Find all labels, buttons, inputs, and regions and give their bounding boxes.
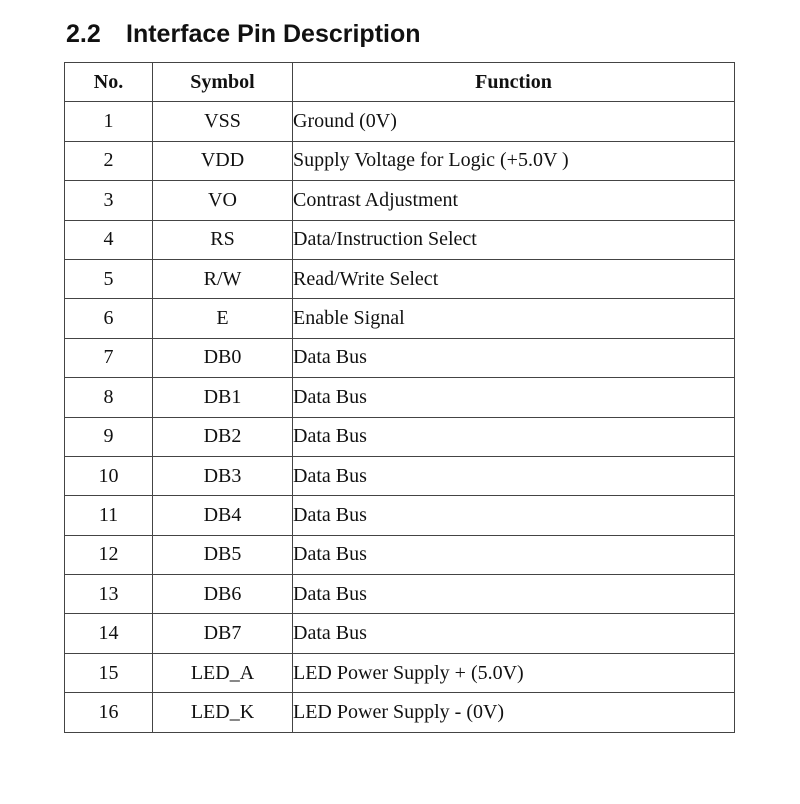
pin-number-cell: 8 <box>65 378 153 417</box>
pin-function-cell: Supply Voltage for Logic (+5.0V ) <box>293 141 735 180</box>
section-title: Interface Pin Description <box>126 20 421 48</box>
table-row <box>65 653 735 692</box>
pin-number-cell: 15 <box>65 653 153 692</box>
pin-symbol-cell: DB2 <box>153 417 293 456</box>
pin-function-cell: Data/Instruction Select <box>293 220 735 259</box>
pin-function-cell: Contrast Adjustment <box>293 181 735 220</box>
table-row <box>65 575 735 614</box>
pin-function-cell: Data Bus <box>293 575 735 614</box>
table-row <box>65 417 735 456</box>
pin-symbol-cell: DB5 <box>153 535 293 574</box>
table-row <box>65 378 735 417</box>
table-row <box>65 141 735 180</box>
pin-number-cell: 5 <box>65 259 153 298</box>
pin-number-cell: 9 <box>65 417 153 456</box>
pin-number-cell: 12 <box>65 535 153 574</box>
pin-number-cell: 10 <box>65 456 153 495</box>
pin-function-cell: Enable Signal <box>293 299 735 338</box>
table-row <box>65 102 735 141</box>
table-row <box>65 338 735 377</box>
pin-symbol-cell: VSS <box>153 102 293 141</box>
pin-function-cell: LED Power Supply - (0V) <box>293 693 735 732</box>
pin-function-cell: Data Bus <box>293 496 735 535</box>
pin-function-cell: Data Bus <box>293 535 735 574</box>
pin-function-cell: LED Power Supply + (5.0V) <box>293 653 735 692</box>
section-heading <box>66 20 421 49</box>
pin-function-cell: Data Bus <box>293 417 735 456</box>
table-row <box>65 693 735 732</box>
pin-description-table <box>64 62 735 733</box>
pin-number-cell: 1 <box>65 102 153 141</box>
pin-number-cell: 14 <box>65 614 153 653</box>
pin-symbol-cell: DB4 <box>153 496 293 535</box>
pin-number-cell: 4 <box>65 220 153 259</box>
pin-symbol-cell: DB7 <box>153 614 293 653</box>
pin-symbol-cell: R/W <box>153 259 293 298</box>
pin-symbol-cell: DB0 <box>153 338 293 377</box>
table-row <box>65 496 735 535</box>
pin-symbol-cell: DB6 <box>153 575 293 614</box>
table-row <box>65 614 735 653</box>
table-row <box>65 535 735 574</box>
pin-function-cell: Data Bus <box>293 378 735 417</box>
pin-symbol-cell: LED_K <box>153 693 293 732</box>
pin-symbol-cell: LED_A <box>153 653 293 692</box>
table-row <box>65 220 735 259</box>
pin-symbol-cell: RS <box>153 220 293 259</box>
pin-symbol-cell: VDD <box>153 141 293 180</box>
section-number: 2.2 <box>66 20 101 48</box>
pin-number-cell: 16 <box>65 693 153 732</box>
pin-function-cell: Data Bus <box>293 338 735 377</box>
pin-number-cell: 3 <box>65 181 153 220</box>
header-symbol: Symbol <box>153 63 293 102</box>
table-row <box>65 456 735 495</box>
pin-number-cell: 6 <box>65 299 153 338</box>
header-no: No. <box>65 63 153 102</box>
table-header-row <box>65 63 735 102</box>
pin-symbol-cell: DB1 <box>153 378 293 417</box>
pin-number-cell: 7 <box>65 338 153 377</box>
table-row <box>65 259 735 298</box>
table-row <box>65 299 735 338</box>
pin-number-cell: 2 <box>65 141 153 180</box>
pin-symbol-cell: E <box>153 299 293 338</box>
pin-symbol-cell: VO <box>153 181 293 220</box>
pin-function-cell: Data Bus <box>293 614 735 653</box>
header-function: Function <box>293 63 735 102</box>
table-row <box>65 181 735 220</box>
pin-number-cell: 11 <box>65 496 153 535</box>
pin-function-cell: Ground (0V) <box>293 102 735 141</box>
pin-function-cell: Data Bus <box>293 456 735 495</box>
pin-number-cell: 13 <box>65 575 153 614</box>
table-body <box>65 102 735 732</box>
pin-symbol-cell: DB3 <box>153 456 293 495</box>
pin-function-cell: Read/Write Select <box>293 259 735 298</box>
